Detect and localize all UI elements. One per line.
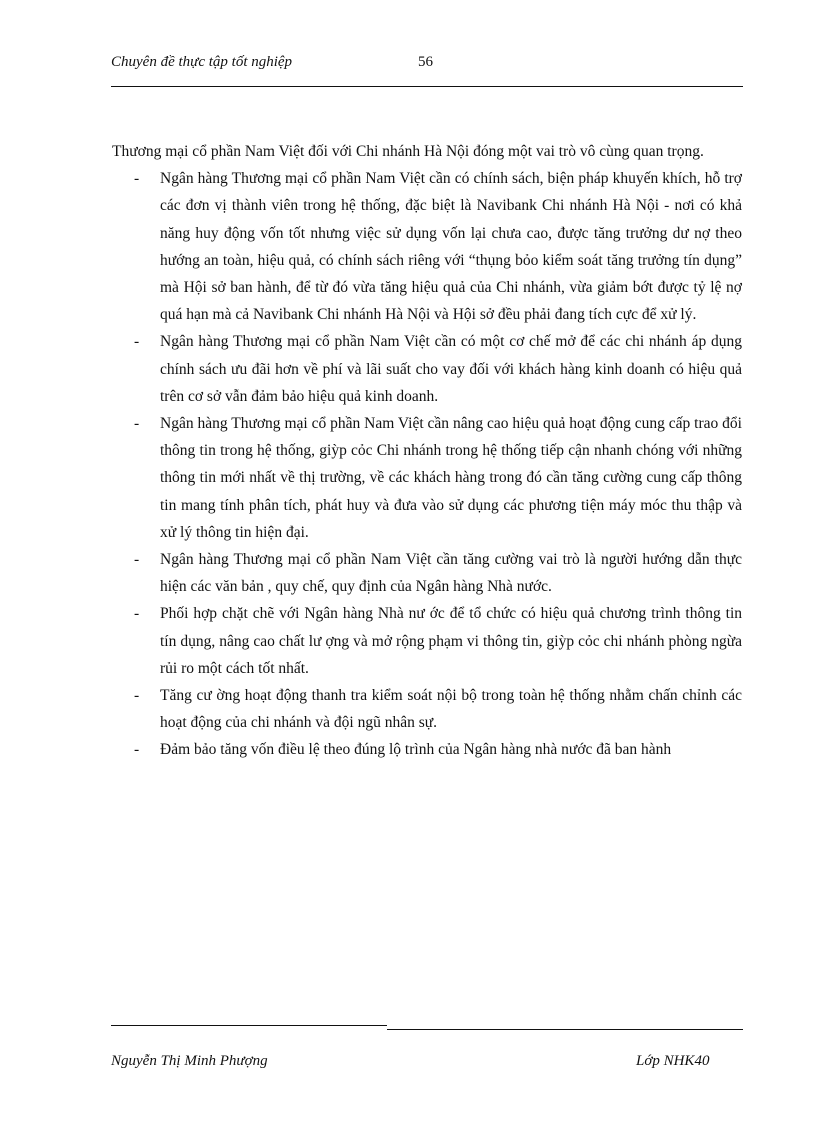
bullet-dash: - <box>134 170 140 188</box>
bullet-dash: - <box>134 687 140 705</box>
footer-author: Nguyễn Thị Minh Phượng <box>111 1053 268 1069</box>
bullet-dash: - <box>134 741 140 759</box>
bullet-dash: - <box>134 333 140 351</box>
list-item <box>112 600 742 682</box>
list-item <box>112 546 742 600</box>
bullet-dash: - <box>134 415 140 433</box>
header-divider <box>111 86 743 87</box>
list-item-text: Ngân hàng Thương mại cổ phần Nam Việt cần có một cơ chế mở để các chi nhánh áp dụng chính sách ưu đãi hơn về phí và lãi suất cho vay đối với khách hàng kinh doanh có hiệu quả trên cơ sở vẫn đảm bảo hiệu quả kinh doanh. <box>160 333 742 405</box>
bullet-dash: - <box>134 605 140 623</box>
list-item-text: Đảm bảo tăng vốn điều lệ theo đúng lộ trình của Ngân hàng nhà nước đã ban hành <box>160 741 672 759</box>
page-header <box>111 50 743 90</box>
list-item-text: Tăng cư ờng hoạt động thanh tra kiểm soát nội bộ trong toàn hệ thống nhằm chấn chỉnh các hoạt động của chi nhánh và đội ngũ nhân sự. <box>160 687 742 732</box>
bullet-dash: - <box>134 551 140 569</box>
intro-paragraph: Thương mại cổ phần Nam Việt đối với Chi nhánh Hà Nội đóng một vai trò vô cùng quan trọng. <box>112 143 704 160</box>
recommendation-list <box>112 165 742 763</box>
page-number: 56 <box>418 54 433 70</box>
document-body <box>112 138 742 764</box>
footer-divider-left <box>111 1025 387 1026</box>
footer-divider-right <box>387 1029 743 1030</box>
list-item <box>112 328 742 410</box>
list-item-text: Phối hợp chặt chẽ với Ngân hàng Nhà nư ớc để tổ chức có hiệu quả chương trình thông tin tín dụng, nâng cao chất lư ợng và mở rộng phạm vi thông tin, giỳp cỏc chi nhánh phòng ngừa rủi ro một cách tốt nhất. <box>160 605 742 677</box>
list-item <box>112 736 742 763</box>
list-item-text: Ngân hàng Thương mại cổ phần Nam Việt cần tăng cường vai trò là người hướng dẫn thực hiện các văn bản , quy chế, quy định của Ngân hàng Nhà nước. <box>160 551 742 596</box>
list-item-text: Ngân hàng Thương mại cổ phần Nam Việt cần có chính sách, biện pháp khuyến khích, hỗ trợ các đơn vị thành viên trong hệ thống, đặc biệt là Navibank Chi nhánh Hà Nội - nơi có khả năng huy động vốn tốt nhưng việc sử dụng vốn lại chưa cao, được tăng trưởng dư nợ theo hướng an toàn, hiệu quả, có chính sách riêng với “thụng bỏo kiểm soát tăng trưởng tín dụng” mà Hội sở ban hành, để từ đó vừa tăng hiệu quả của Chi nhánh, vừa giảm bớt được tỷ lệ nợ quá hạn mà cả Navibank Chi nhánh Hà Nội và Hội sở đều phải đang tích cực để xử lý. <box>160 170 742 324</box>
list-item <box>112 165 742 328</box>
list-item <box>112 682 742 736</box>
footer-class: Lớp NHK40 <box>636 1053 710 1069</box>
header-title: Chuyên đề thực tập tốt nghiệp <box>111 54 293 70</box>
list-item <box>112 410 742 546</box>
list-item-text: Ngân hàng Thương mại cổ phần Nam Việt cần nâng cao hiệu quả hoạt động cung cấp trao đổi thông tin trong hệ thống, giỳp cỏc Chi nhánh trong hệ thống tiếp cận nhanh chóng với những thông tin mới nhất về thị trường, về các khách hàng trong đó cần tăng cường cung cấp thông tin mang tính phân tích, phát huy và đưa vào sử dụng các phương tiện máy móc thu thập và xử lý thông tin hiện đại. <box>160 415 742 541</box>
